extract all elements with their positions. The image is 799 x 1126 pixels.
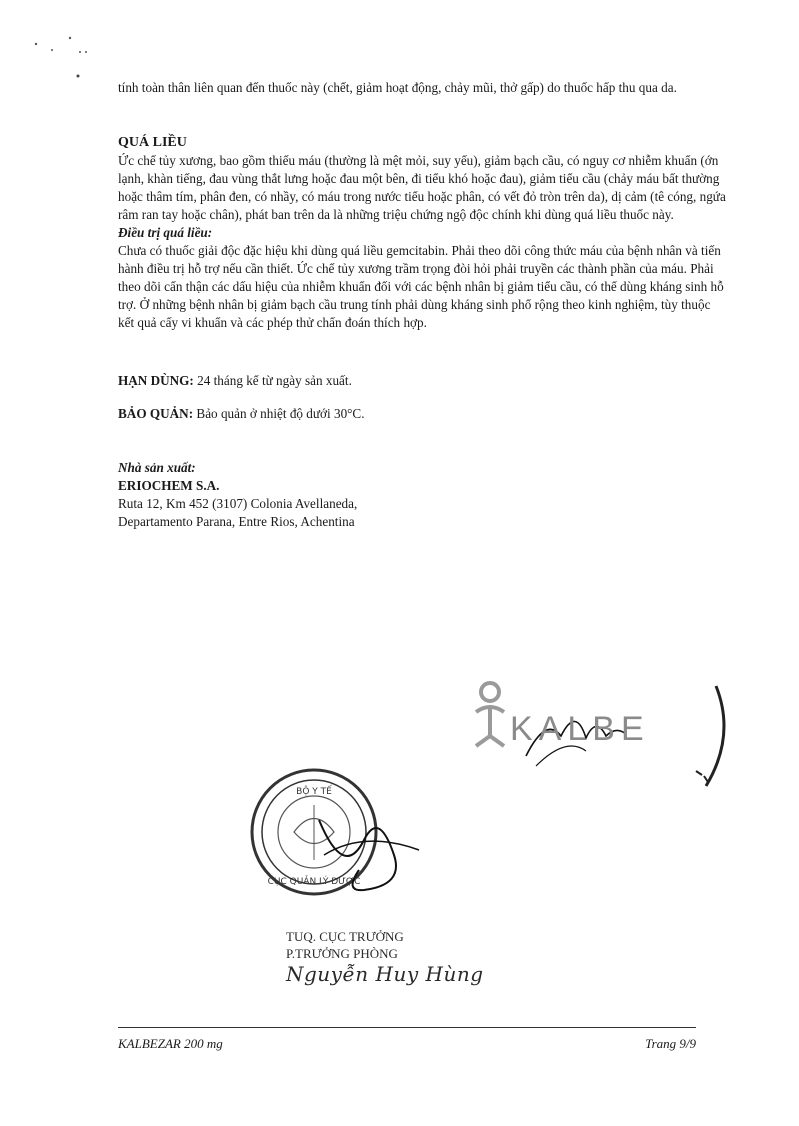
overdose-treatment-heading: Điều trị quá liều:	[118, 225, 213, 240]
manufacturer-address-line2: Departamento Parana, Entre Rios, Achentina	[118, 514, 355, 529]
storage-line	[118, 405, 728, 423]
seal-text-top: BỘ Y TẾ	[296, 787, 332, 797]
seal-text-bottom: CỤC QUẢN LÝ DƯỢC	[267, 877, 361, 887]
overdose-section	[118, 134, 728, 332]
overdose-heading: QUÁ LIỀU	[118, 135, 187, 150]
signature-title-2: P.TRƯỞNG PHÒNG	[286, 946, 398, 961]
signature-block	[286, 928, 484, 986]
signer-name: Nguyễn Huy Hùng	[286, 962, 484, 986]
intro-text: tính toàn thân liên quan đến thuốc này (chết, giảm hoạt động, chảy mũi, thở gấp) do thuốc hấp thu qua da.	[118, 80, 677, 95]
shelf-life-value: 24 tháng kể từ ngày sản xuất.	[197, 373, 352, 388]
manufacturer-address-line1: Ruta 12, Km 452 (3107) Colonia Avellaneda,	[118, 496, 358, 511]
footer-page-number: Trang 9/9	[645, 1036, 696, 1051]
storage-label: BẢO QUẢN:	[118, 406, 194, 421]
shelf-life-line	[118, 372, 728, 390]
kalbe-logo-text: KALBE	[510, 710, 650, 748]
overdose-treatment-body: Chưa có thuốc giải độc đặc hiệu khi dùng quá liều gemcitabin. Phải theo dõi công thức máu của bệnh nhân và tiến hành điều trị hỗ trợ nếu cần thiết. Ức chế tủy xương trầm trọng đòi hỏi phải truyền các thành phần của máu. Phải theo dõi cẩn thận các dấu hiệu của nhiễm khuẩn đối với các bệnh nhân bị giảm tiểu cầu, có thể dùng kháng sinh hỗ trợ. Ở những bệnh nhân bị giảm bạch cầu trung tính phải dùng kháng sinh phổ rộng theo kinh nghiệm, tùy thuộc kết quả cấy vi khuẩn và các phép thử chẩn đoán thích hợp.	[118, 243, 724, 330]
overdose-body: Ức chế tủy xương, bao gồm thiếu máu (thường là mệt mỏi, suy yếu), giảm bạch cầu, có nguy cơ nhiễm khuẩn (ớn lạnh, khàn tiếng, đau vùng thắt lưng hoặc đau một bên, đi tiểu khó hoặc đau), giảm tiểu cầu (chảy máu bất thường hoặc thâm tím, phân đen, có nhầy, có máu trong nước tiểu hoặc phân, có vết đỏ tròn trên da), dị cảm (tê cóng, ngứa râm ran tay hoặc chân), phát ban trên da là những triệu chứng ngộ độc chính khi dùng quá liều thuốc này.	[118, 153, 726, 222]
footer-divider	[118, 1027, 696, 1028]
scan-specks	[30, 30, 90, 90]
footer-product-name: KALBEZAR 200 mg	[118, 1036, 223, 1051]
manufacturer-label: Nhà sản xuất:	[118, 460, 196, 475]
ministry-seal	[244, 760, 434, 910]
manufacturer-name: ERIOCHEM S.A.	[118, 478, 220, 493]
signature-title-1: TUQ. CỤC TRƯỞNG	[286, 929, 404, 944]
manufacturer-block	[118, 459, 728, 531]
storage-value: Bảo quản ở nhiệt độ dưới 30°C.	[196, 406, 365, 421]
intro-paragraph	[118, 79, 728, 97]
shelf-life-label: HẠN DÙNG:	[118, 373, 194, 388]
